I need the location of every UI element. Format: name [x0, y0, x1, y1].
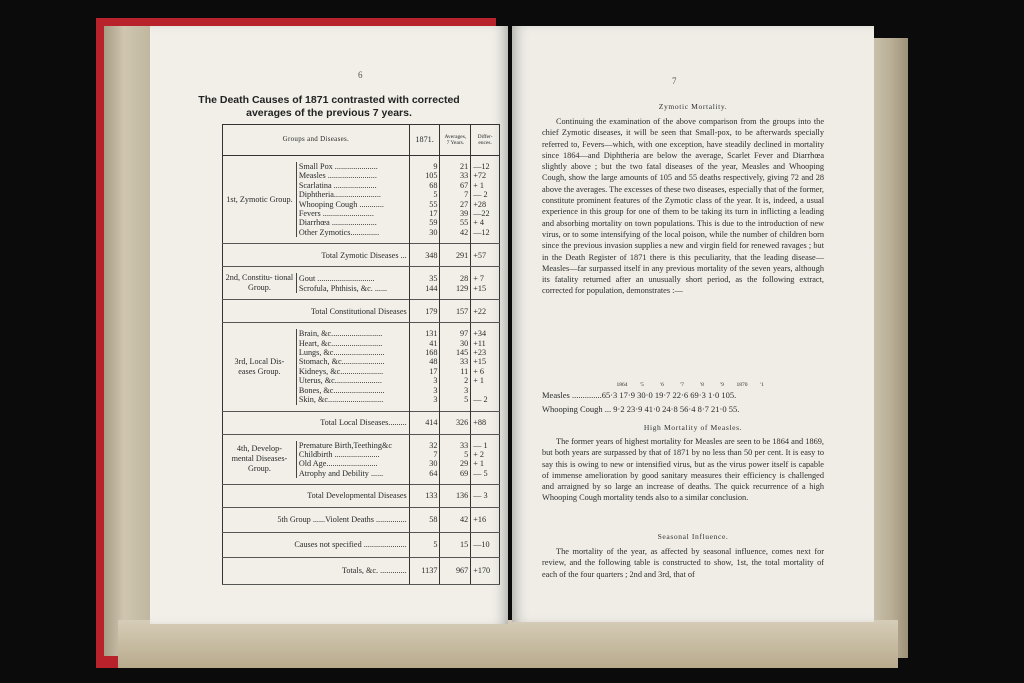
disease-name: Small Pox ..................... [296, 162, 409, 171]
value-1871: 105 [409, 171, 440, 180]
totals-average: 967 [440, 558, 471, 585]
title-line-2: averages of the previous 7 years. [246, 107, 412, 119]
disease-name: Whooping Cough ............ [296, 200, 409, 209]
disease-name: Atrophy and Debility ...... [296, 469, 409, 478]
unspecified-label: Causes not specified ..................... [223, 533, 410, 558]
year-label: '1 [760, 382, 764, 388]
value-average: 2 [440, 376, 471, 385]
total-label: Total Developmental Diseases [223, 485, 410, 508]
disease-name: Other Zymotics.............. [296, 228, 409, 237]
value-difference: + 1 [471, 459, 500, 468]
value-difference: — 2 [471, 190, 500, 199]
unspecified-difference: —10 [471, 533, 500, 558]
value-difference: +11 [471, 339, 500, 348]
year-label: '9 [720, 382, 724, 388]
total-1871: 133 [409, 485, 440, 508]
totals-1871: 1137 [409, 558, 440, 585]
title-line-1: The Death Causes of 1871 contrasted with corrected [198, 94, 460, 106]
value-average: 5 [440, 395, 471, 404]
heading-high-mortality: High Mortality of Measles. [643, 423, 743, 432]
totals-label: Totals, &c. ............. [223, 558, 410, 585]
measles-row: Measles ..............65·3 17·9 30·0 19·7 22·6 69·3 1·0 105. [542, 390, 737, 400]
value-1871: 9 [409, 162, 440, 171]
paragraph-2: The former years of highest mortality for Measles are seen to be 1864 and 1869, but both years are surpassed by that of 1871 by no less than 50 per cent. It is easy to say this is owing to new or intensified virus, but as the virus power itself is capable of immense amelioration by good sanitary measures their efficiency is challenged and arraigned by so large an increase of deaths. The quick recurrence of a high Whooping Cough mortality tends also to a similar conclusion. [542, 437, 824, 503]
total-label: Total Constitutional Diseases [223, 300, 410, 323]
disease-name: Uterus, &c....................... [296, 376, 409, 385]
value-1871: 59 [409, 218, 440, 227]
group-name: 2nd, Constitu- tional Group. [225, 273, 294, 293]
value-1871: 3 [409, 395, 440, 404]
fifth-label: 5th Group ......Violent Deaths ............... [223, 508, 410, 533]
value-1871: 7 [409, 450, 440, 459]
total-1871: 348 [409, 244, 440, 267]
year-label: '6 [660, 382, 664, 388]
disease-name: Lungs, &c......................... [296, 348, 409, 357]
group-total-row [223, 300, 500, 323]
value-difference: + 2 [471, 450, 500, 459]
right-page [512, 26, 874, 622]
heading-zymotic-mortality: Zymotic Mortality. [658, 102, 728, 111]
value-average: 67 [440, 181, 471, 190]
page-number: 7 [672, 76, 677, 86]
group-name: 1st, Zymotic Group. [226, 194, 293, 204]
total-label: Total Zymotic Diseases ... [223, 244, 410, 267]
page-edges-left [104, 26, 154, 656]
fifth-1871: 58 [409, 508, 440, 533]
value-average: 27 [440, 200, 471, 209]
header-groups: Groups and Diseases. [223, 125, 410, 156]
value-difference: —12 [471, 228, 500, 237]
fifth-difference: +16 [471, 508, 500, 533]
totals-row [223, 558, 500, 585]
value-difference: — 1 [471, 441, 500, 450]
value-1871: 3 [409, 376, 440, 385]
value-difference: +28 [471, 200, 500, 209]
group-name: 4th, Develop- mental Diseases- Group. [231, 444, 288, 474]
value-average: 5 [440, 450, 471, 459]
group-total-row [223, 485, 500, 508]
heading-seasonal-influence: Seasonal Influence. [657, 532, 729, 541]
value-1871: 48 [409, 357, 440, 366]
value-1871: 68 [409, 181, 440, 190]
value-difference: + 1 [471, 376, 500, 385]
paragraph-3: The mortality of the year, as affected by seasonal influence, comes next for review, and the following table is constructed to show, 1st, the total mortality of each of the four quarters ; 2nd and 3rd, that of [542, 547, 824, 579]
totals-difference: +170 [471, 558, 500, 585]
value-average: 69 [440, 469, 471, 478]
disease-name: Heart, &c......................... [296, 339, 409, 348]
value-average: 28 [440, 273, 471, 283]
value-average: 3 [440, 386, 471, 395]
disease-name: Old Age......................... [296, 459, 409, 468]
value-1871: 5 [409, 190, 440, 199]
value-1871: 64 [409, 469, 440, 478]
disease-name: Fevers ......................... [296, 209, 409, 218]
value-average: 145 [440, 348, 471, 357]
value-difference: +15 [471, 357, 500, 366]
disease-name: Gout ............................ [296, 273, 409, 283]
value-1871: 32 [409, 441, 440, 450]
total-average: 136 [440, 485, 471, 508]
value-average: 33 [440, 441, 471, 450]
value-1871: 41 [409, 339, 440, 348]
fifth-average: 42 [440, 508, 471, 533]
value-difference: +23 [471, 348, 500, 357]
value-average: 11 [440, 367, 471, 376]
unspecified-1871: 5 [409, 533, 440, 558]
value-average: 21 [440, 162, 471, 171]
value-average: 39 [440, 209, 471, 218]
header-year: 1871. [409, 125, 440, 156]
value-1871: 3 [409, 386, 440, 395]
death-causes-table [222, 124, 500, 585]
years-header [612, 382, 772, 388]
value-1871: 35 [409, 273, 440, 283]
table-row [223, 329, 500, 338]
value-1871: 17 [409, 209, 440, 218]
disease-name: Kidneys, &c..................... [296, 367, 409, 376]
paragraph-1: Continuing the examination of the above comparison from the groups into the chief Zymotic diseases, it will be seen that Small-pox, to be afterwards specially referred to, Fevers—which, with one exception, have steadily declined in mortality since 1864—and Diphtheria are below the average, Scarlet Fever and Diarrhœa slightly above ; but the two fatal diseases of the year, Measles and Whooping Cough, show the large amounts of 105 and 55 deaths respectively, giving 72 and 28 above the averages. The excesses of these two diseases, especially that of the former, constitute prominent features of the Zymotic class of the year. It is, indeed, a usual experience in this group for one of them to be taking its turn in inflicting a leading and absorbing mortality on town populations. This is due to the introduction of new virus, or to some intensifying of the local poison, while the number of children born since the previous invasion supplies a new and virgin field for renewed ravages ; but in the Death Register of 1871 there is this peculiarity, that the leading disease—Measles—far surpassed itself in any previous mortality of the seven years, although its fatality returned after an unusually short period, as the following extract, corrected for population, demonstrates :— [542, 117, 824, 296]
total-1871: 414 [409, 411, 440, 434]
group-name: 3rd, Local Dis- eases Group. [234, 356, 285, 376]
total-difference: +88 [471, 411, 500, 434]
year-label: 1864 [616, 382, 628, 388]
group-total-row [223, 244, 500, 267]
table-body [223, 156, 500, 585]
disease-name: Measles ........................ [296, 171, 409, 180]
value-difference: — 2 [471, 395, 500, 404]
table-row [223, 441, 500, 450]
disease-name: Diarrhœa ...................... [296, 218, 409, 227]
disease-name: Bones, &c......................... [296, 386, 409, 395]
value-difference: — 5 [471, 469, 500, 478]
value-1871: 144 [409, 283, 440, 293]
disease-name: Diphtheria....................... [296, 190, 409, 199]
disease-name: Scrofula, Phthisis, &c. ...... [296, 283, 409, 293]
unspecified-average: 15 [440, 533, 471, 558]
value-average: 55 [440, 218, 471, 227]
total-1871: 179 [409, 300, 440, 323]
page-stain [118, 620, 898, 668]
value-difference: +34 [471, 329, 500, 338]
value-average: 30 [440, 339, 471, 348]
disease-name: Childbirth ...................... [296, 450, 409, 459]
disease-name: Skin, &c........................... [296, 395, 409, 404]
whooping-cough-row: Whooping Cough ... 9·2 23·9 41·0 24·8 56·4 8·7 21·0 55. [542, 404, 740, 414]
page-title [150, 94, 508, 120]
value-difference: —22 [471, 209, 500, 218]
table-row [223, 273, 500, 283]
total-difference: +22 [471, 300, 500, 323]
page-edges-right [868, 38, 908, 658]
year-label: 1870 [736, 382, 748, 388]
value-average: 33 [440, 171, 471, 180]
value-1871: 17 [409, 367, 440, 376]
value-difference: + 6 [471, 367, 500, 376]
disease-name: Brain, &c......................... [296, 329, 409, 338]
group-total-row [223, 411, 500, 434]
value-average: 97 [440, 329, 471, 338]
disease-name: Scarlatina ..................... [296, 181, 409, 190]
total-difference: — 3 [471, 485, 500, 508]
value-difference: + 4 [471, 218, 500, 227]
value-1871: 131 [409, 329, 440, 338]
value-difference: +15 [471, 283, 500, 293]
total-average: 291 [440, 244, 471, 267]
total-label: Total Local Diseases......... [223, 411, 410, 434]
value-1871: 168 [409, 348, 440, 357]
unspecified-row [223, 533, 500, 558]
table-row [223, 162, 500, 171]
value-average: 129 [440, 283, 471, 293]
year-label: '8 [700, 382, 704, 388]
value-1871: 55 [409, 200, 440, 209]
total-difference: +57 [471, 244, 500, 267]
header-averages: Averages, 7 Years. [440, 125, 471, 156]
page-number: 6 [358, 70, 363, 80]
value-difference: + 1 [471, 181, 500, 190]
header-differences: Differ- ences. [471, 125, 500, 156]
year-label: '5 [640, 382, 644, 388]
value-1871: 30 [409, 228, 440, 237]
value-difference: —12 [471, 162, 500, 171]
left-page [150, 26, 508, 624]
value-average: 42 [440, 228, 471, 237]
value-difference: +72 [471, 171, 500, 180]
fifth-row [223, 508, 500, 533]
value-average: 33 [440, 357, 471, 366]
value-average: 7 [440, 190, 471, 199]
disease-name: Stomach, &c..................... [296, 357, 409, 366]
total-average: 157 [440, 300, 471, 323]
value-difference [471, 386, 500, 395]
disease-name: Premature Birth,Teething&c [296, 441, 409, 450]
year-label: '7 [680, 382, 684, 388]
value-difference: + 7 [471, 273, 500, 283]
value-average: 29 [440, 459, 471, 468]
value-1871: 30 [409, 459, 440, 468]
total-average: 326 [440, 411, 471, 434]
table-header [223, 125, 500, 156]
